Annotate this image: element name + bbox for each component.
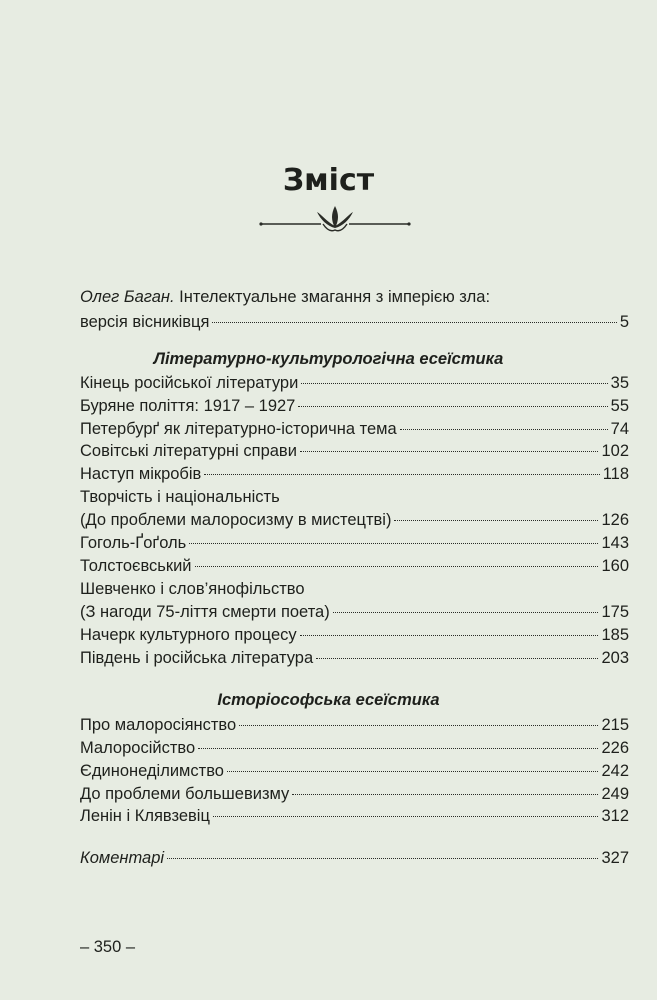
page-number: 327 (601, 849, 629, 867)
leader-dots (239, 725, 598, 726)
leader-dots (198, 748, 598, 749)
toc-entry-line1[interactable] (80, 488, 629, 512)
ornament-divider (257, 200, 413, 236)
page-number: 215 (601, 716, 629, 734)
page-number: 185 (601, 626, 629, 644)
entry-title-line1: Шевченко і слов’янофільство (80, 580, 305, 598)
page-number: 203 (601, 649, 629, 667)
toc-entry-comments[interactable] (80, 849, 629, 873)
entry-title: Південь і російська література (80, 649, 314, 667)
page-number: 249 (601, 785, 629, 803)
leader-dots (195, 566, 599, 567)
entry-title: Коментарі (80, 849, 165, 867)
leader-dots (300, 451, 599, 452)
toc-entry[interactable] (80, 534, 629, 558)
toc-entry[interactable] (80, 603, 629, 627)
page-number: 55 (610, 397, 629, 415)
page-number: 35 (610, 374, 629, 392)
page-number: 175 (601, 603, 629, 621)
entry-title: Гоголь-Ґоґоль (80, 534, 187, 552)
toc-entry[interactable] (80, 739, 629, 763)
page-number: 160 (601, 557, 629, 575)
entry-title: До проблеми большевизму (80, 785, 290, 803)
entry-title: Кінець російської літератури (80, 374, 299, 392)
page-number: 312 (601, 807, 629, 825)
page-number: 102 (601, 442, 629, 460)
section-heading: Історіософська есеїстика (217, 691, 440, 709)
entry-title: Єдинонеділимство (80, 762, 224, 780)
entry-title: Буряне поліття: 1917 – 1927 (80, 397, 296, 415)
page-number: 226 (601, 739, 629, 757)
toc-entry[interactable] (80, 649, 629, 673)
leader-dots (400, 429, 608, 430)
toc-entry[interactable] (80, 397, 629, 421)
toc-entry-line1[interactable] (80, 580, 629, 604)
page-number: 5 (619, 313, 629, 331)
leader-dots (292, 794, 598, 795)
leader-dots (394, 520, 598, 521)
entry-title: Малоросійство (80, 739, 196, 757)
leader-dots (227, 771, 599, 772)
toc-entry[interactable] (80, 511, 629, 535)
leader-dots (204, 474, 599, 475)
toc-entry[interactable] (80, 465, 629, 489)
entry-title: Наступ мікробів (80, 465, 202, 483)
page-number: 242 (601, 762, 629, 780)
entry-title: (З нагоди 75-ліття смерти поета) (80, 603, 330, 621)
toc-entry[interactable] (80, 374, 629, 398)
leader-dots (301, 383, 607, 384)
page-number: 126 (601, 511, 629, 529)
toc-entry[interactable] (80, 626, 629, 650)
toc-entry[interactable] (80, 807, 629, 831)
toc-entry[interactable] (80, 557, 629, 581)
toc-entry[interactable] (80, 716, 629, 740)
leader-dots (298, 406, 607, 407)
entry-title: (До проблеми малоросизму в мистецтві) (80, 511, 392, 529)
intro-title-line2: версія вісниківця (80, 313, 210, 331)
leader-dots (167, 858, 598, 859)
page-number: 74 (610, 420, 629, 438)
entry-title: Про малоросіянство (80, 716, 237, 734)
page-number: 118 (602, 465, 629, 483)
entry-title: Ленін і Клявзевіц (80, 807, 210, 825)
toc-entry[interactable] (80, 785, 629, 809)
entry-title: Совітські літературні справи (80, 442, 297, 460)
page-title: Зміст (282, 163, 375, 198)
entry-title-line1: Творчість і національність (80, 488, 280, 506)
intro-author: Олег Баган. (80, 288, 175, 306)
toc-entry[interactable] (80, 762, 629, 786)
section-heading: Літературно-культурологічна есеїстика (153, 350, 504, 368)
page-number: 143 (601, 534, 629, 552)
entry-title: Начерк культурного процесу (80, 626, 297, 644)
intro-title-line1: Інтелектуальне змагання з імперією зла: (179, 288, 491, 306)
toc-entry[interactable] (80, 420, 629, 444)
leader-dots (212, 322, 616, 323)
entry-title: Толстоєвський (80, 557, 192, 575)
leader-dots (213, 816, 599, 817)
leader-dots (333, 612, 599, 613)
toc-entry-intro-line2[interactable] (80, 313, 629, 337)
leader-dots (300, 635, 599, 636)
toc-entry-intro[interactable] (80, 288, 629, 312)
leader-dots (189, 543, 598, 544)
entry-title: Петербурґ як літературно-історична тема (80, 420, 397, 438)
toc-entry[interactable] (80, 442, 629, 466)
leader-dots (316, 658, 598, 659)
page-folio: – 350 – (80, 938, 136, 956)
